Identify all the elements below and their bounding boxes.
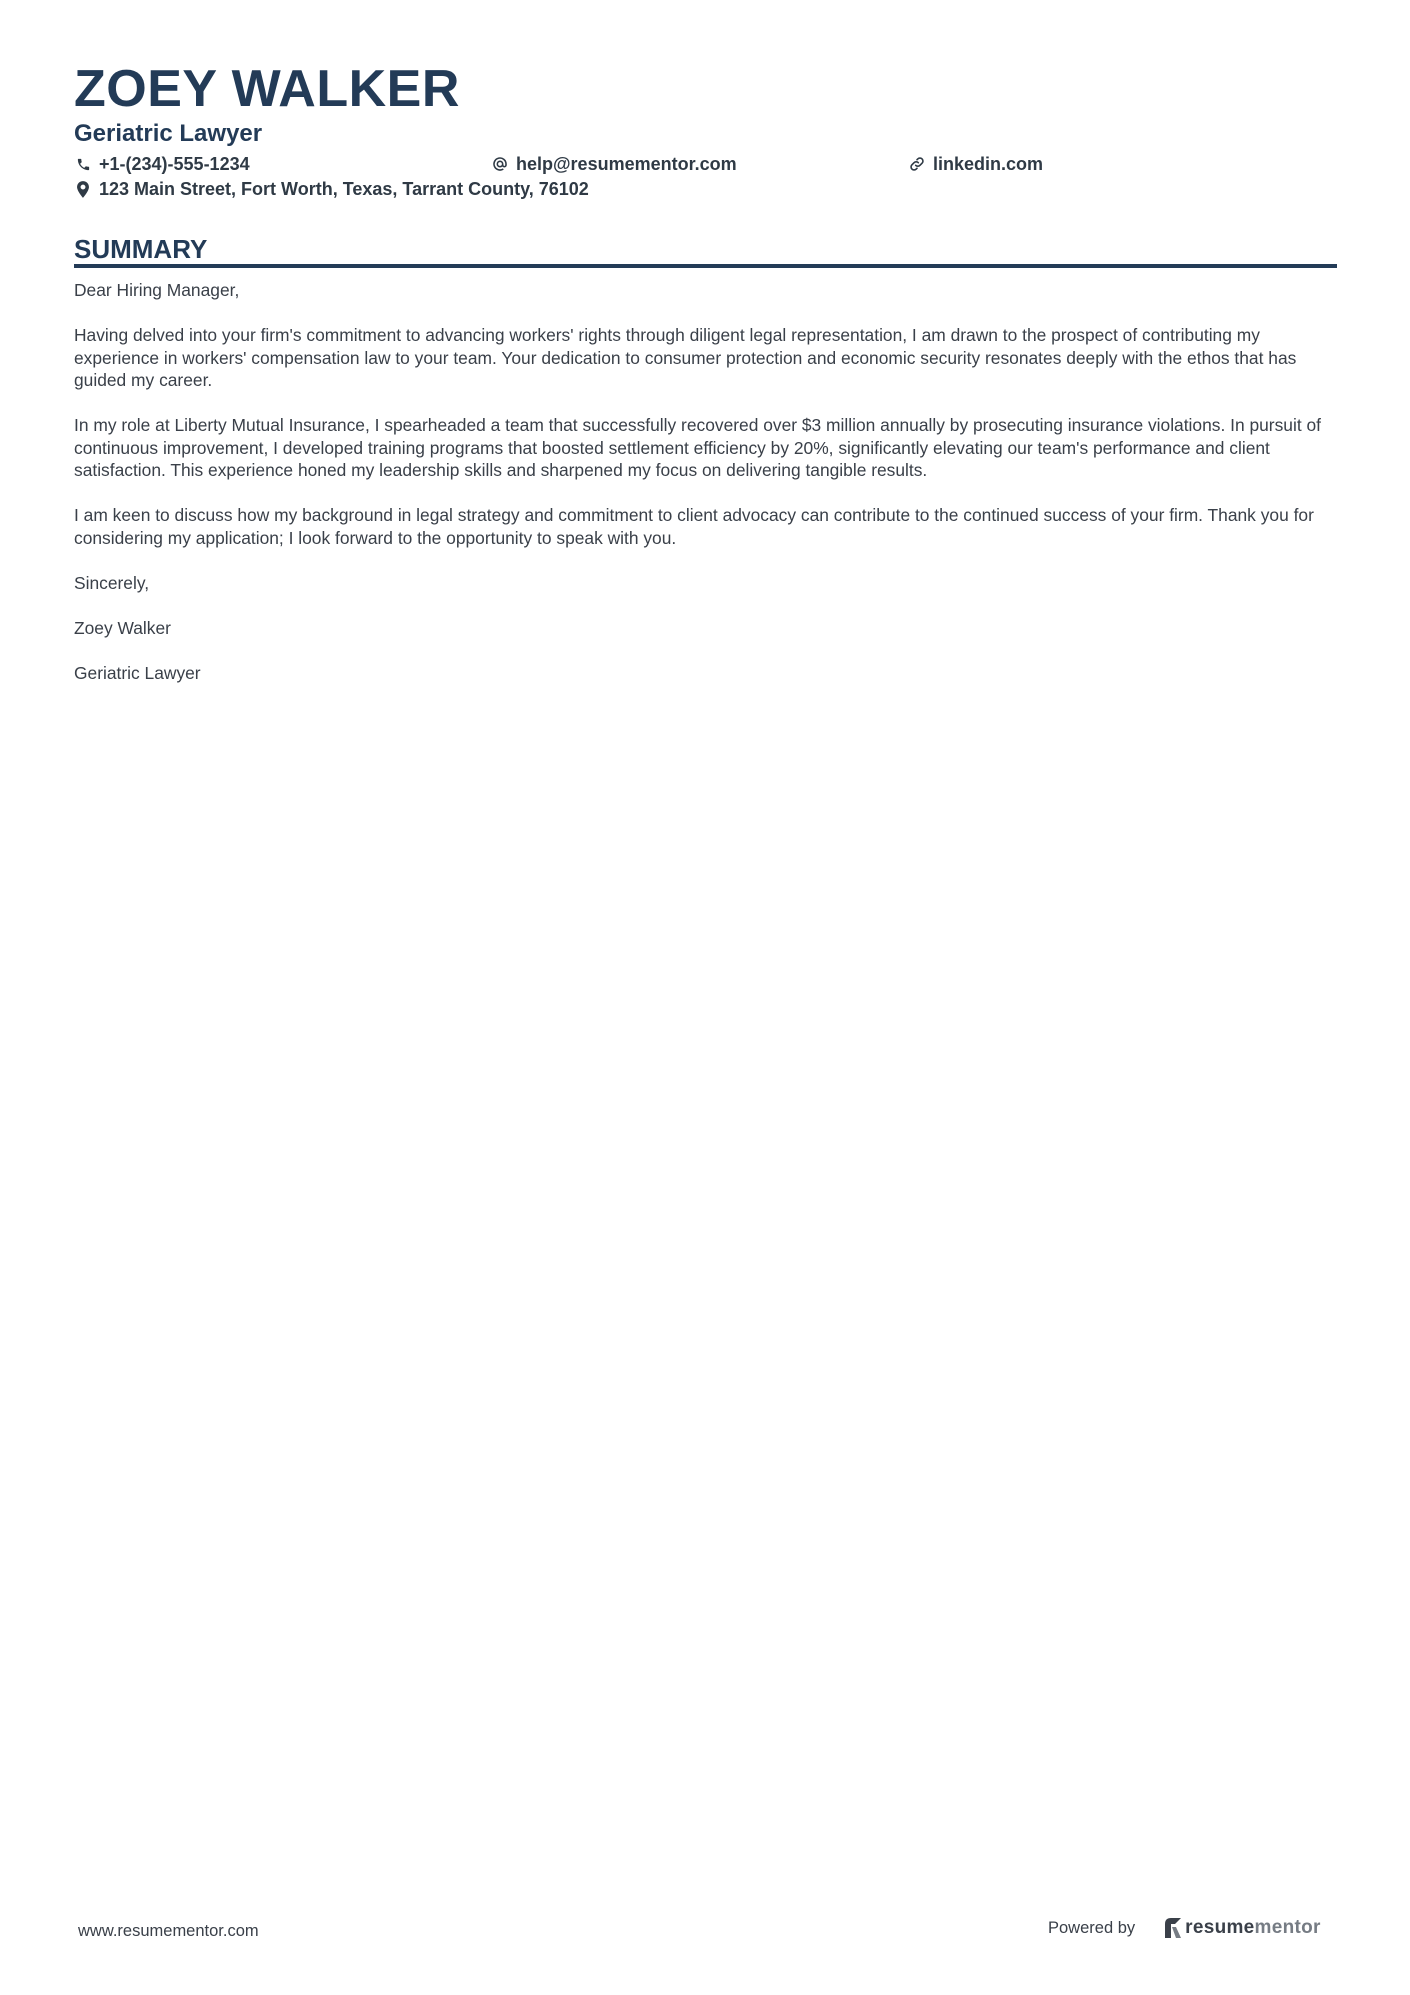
map-pin-icon: [74, 180, 92, 198]
job-title: Geriatric Lawyer: [74, 120, 263, 147]
footer-branding: [1048, 1917, 1321, 1939]
at-icon: [491, 155, 509, 173]
letter-greeting: Dear Hiring Manager,: [74, 280, 240, 300]
phone-icon: [74, 155, 92, 173]
brand-name-part: mentor: [1254, 1917, 1321, 1938]
contact-phone: [74, 153, 250, 175]
email-text[interactable]: help@resumementor.com: [516, 154, 737, 174]
link-text[interactable]: linkedin.com: [933, 154, 1044, 174]
letter-closing: Sincerely,: [74, 572, 150, 593]
link-icon: [908, 155, 926, 173]
brand-logo[interactable]: [1165, 1917, 1321, 1939]
contact-link: [908, 153, 1043, 175]
section-title: SUMMARY: [74, 234, 208, 264]
letter-paragraph: I am keen to discuss how my background in legal strategy and commitment to client advocacy can contribute to the continued success of your firm. Thank you for considering my application; I look forward to the opportunity to speak with you.: [74, 505, 1314, 548]
brand-name-part: resume: [1185, 1917, 1255, 1938]
signature-name: Zoey Walker: [74, 617, 171, 638]
section-divider: [74, 264, 1337, 268]
resumementor-logo-icon: [1165, 1918, 1181, 1938]
address-text: 123 Main Street, Fort Worth, Texas, Tarrant County, 76102: [99, 179, 589, 199]
signature-title: Geriatric Lawyer: [74, 662, 201, 683]
resume-page: [74, 0, 1337, 1995]
phone-text: +1-(234)-555-1234: [99, 154, 250, 174]
letter-paragraph: Having delved into your firm's commitment to advancing workers' rights through diligent legal representation, I am drawn to the prospect of contributing my experience in workers' compensation law to your team. Your dedication to consumer protection and economic security resonates deeply with the ethos that has guided my career.: [74, 325, 1297, 390]
contact-email: [491, 153, 737, 175]
contact-address: [74, 178, 589, 200]
cover-letter-body: [74, 279, 1337, 707]
powered-by-label: Powered by: [1048, 1919, 1136, 1937]
letter-paragraph: In my role at Liberty Mutual Insurance, I spearheaded a team that successfully recovered over $3 million annually by prosecuting insurance violations. In pursuit of continuous improvement, I developed training programs that boosted settlement efficiency by 20%, significantly elevating our team's performance and client satisfaction. This experience honed my leadership skills and sharpened my focus on delivering tangible results.: [74, 415, 1321, 480]
footer-website[interactable]: www.resumementor.com: [78, 1922, 259, 1940]
candidate-name: ZOEY WALKER: [74, 60, 460, 118]
